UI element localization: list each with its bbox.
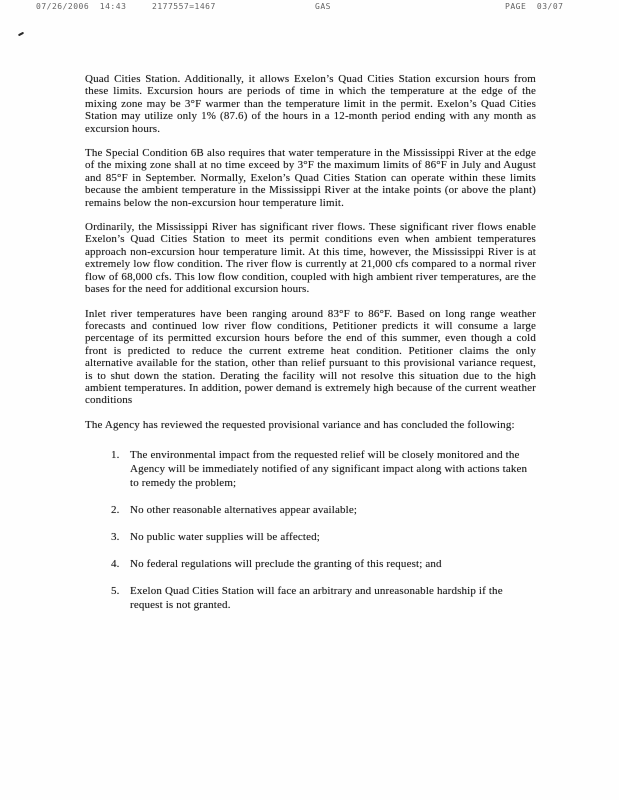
list-item-number: 4. <box>111 558 120 571</box>
fax-page-number: PAGE 03/07 <box>505 2 564 11</box>
list-item <box>111 448 536 490</box>
list-item <box>111 503 536 517</box>
fax-datetime: 07/26/2006 14:43 <box>36 2 127 11</box>
document-body <box>85 73 536 625</box>
list-item-text: Exelon Quad Cities Station will face an arbitrary and unreasonable hardship if the request is not granted. <box>130 585 503 612</box>
list-item-number: 3. <box>111 531 120 544</box>
paragraph-river-flows: Ordinarily, the Mississippi River has significant river flows. These significant river flows enable Exelon’s Quad Cities Station to meet its permit conditions even when ambient temperatures approach non-excursion hour temperature limit. At this time, however, the Mississippi River is at extremely low flow condition. The river flow is currently at 21,000 cfs compared to a normal river flow of 68,000 cfs. This low flow condition, coupled with high ambient river temperatures, are the bases for the need for additional excursion hours. <box>85 221 536 296</box>
fax-sender-number: 2177557=1467 <box>152 2 216 11</box>
list-item-text: No federal regulations will preclude the granting of this request; and <box>130 558 442 571</box>
list-item <box>111 584 536 612</box>
fax-header <box>0 2 619 16</box>
paragraph-inlet-temperatures: Inlet river temperatures have been ranging around 83°F to 86°F. Based on long range weather forecasts and continued low river flow conditions, Petitioner predicts it will consume a large percentage of its permitted excursion hours before the end of this summer, even though a cold front is predicted to reduce the current extreme heat condition. Petitioner claims the only alternative available for the station, other than relief pursuant to this provisional variance request, is to shut down the station. Derating the facility will not resolve this situation due to the high ambient temperatures. In addition, power demand is extremely high because of the current weather conditions <box>85 307 536 407</box>
paragraph-excursion-hours: Quad Cities Station. Additionally, it allows Exelon’s Quad Cities Station excursion hours from these limits. Excursion hours are periods of time in which the temperature at the edge of the mixing zone may be 3°F warmer than the temperature limit in the permit. Exelon’s Quad Cities Station may utilize only 1% (87.6) of the hours in a 12-month period ending with any month as excursion hours. <box>85 73 536 135</box>
list-item <box>111 557 536 571</box>
fax-sender-id: GAS <box>315 2 331 11</box>
paragraph-special-condition-6b: The Special Condition 6B also requires that water temperature in the Mississippi River at the edge of the mixing zone shall at no time exceed by 3°F the maximum limits of 86°F in July and August and 85°F in September. Normally, Exelon’s Quad Cities Station can operate within these limits because the ambient temperature in the Mississippi River at the intake points (or above the plant) remains below the non-excursion hour temperature limit. <box>85 147 536 209</box>
list-item-text: No public water supplies will be affected; <box>130 531 320 544</box>
list-item-text: No other reasonable alternatives appear available; <box>130 504 358 517</box>
list-item-number: 5. <box>111 585 120 598</box>
list-item-number: 1. <box>111 449 120 462</box>
list-item <box>111 530 536 544</box>
list-item-number: 2. <box>111 504 120 517</box>
findings-list <box>111 448 536 612</box>
list-item-text: The environmental impact from the requested relief will be closely monitored and the Agency will be immediately notified of any significant impact along with actions taken to remedy the problem; <box>130 449 528 490</box>
paragraph-agency-conclusion-intro: The Agency has reviewed the requested provisional variance and has concluded the following: <box>85 418 515 431</box>
